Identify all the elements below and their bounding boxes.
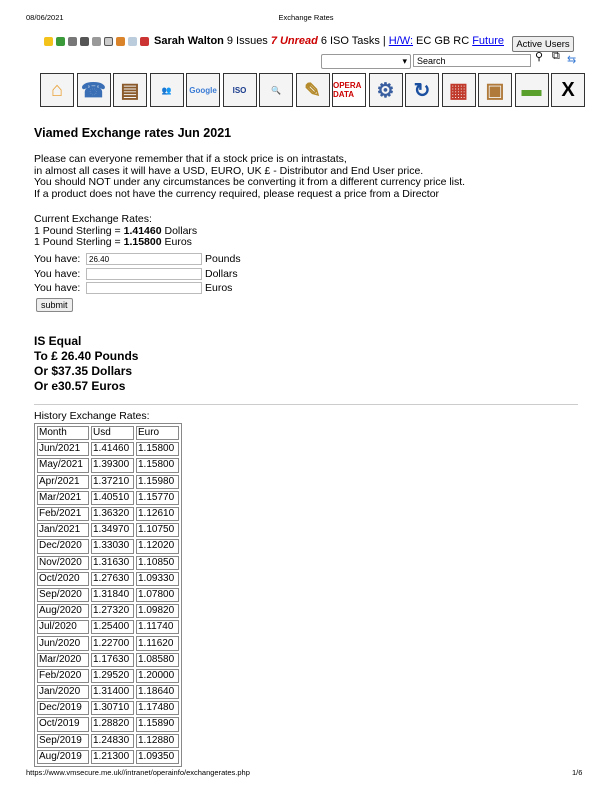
table-cell: 1.11620 [136,636,179,650]
notice-line: If a product does not have the currency required, please request a price from a Director [34,187,440,200]
table-cell: Apr/2021 [37,475,89,489]
dollars-input[interactable] [86,268,202,280]
chevron-down-icon: ▾ [402,56,407,66]
print-title: Exchange Rates [278,13,334,22]
table-cell: Feb/2021 [37,507,89,521]
box-icon[interactable]: ▣ [478,73,512,107]
page-title: Viamed Exchange rates Jun 2021 [34,126,232,140]
search-icon[interactable]: ⚲ [535,51,544,63]
table-cell: 1.31400 [91,685,134,699]
unit-label: Pounds [205,253,241,265]
table-cell: 1.15800 [136,442,179,456]
submit-button[interactable]: submit [36,298,73,312]
table-cell: 1.33030 [91,539,134,553]
star-icon[interactable] [44,37,53,46]
table-cell: Aug/2019 [37,750,89,764]
table-cell: 1.31630 [91,556,134,570]
globe-icon[interactable] [56,37,65,46]
rate-prefix: 1 Pound Sterling = [34,236,124,248]
pen-icon[interactable]: ✎ [296,73,330,107]
table-cell: 1.30710 [91,701,134,715]
phone-icon[interactable]: ☎ [77,73,111,107]
table-cell: 1.09820 [136,604,179,618]
home-icon[interactable]: ⌂ [40,73,74,107]
table-row [37,653,179,667]
gears-icon[interactable]: ⚙ [369,73,403,107]
table-cell: 1.11740 [136,620,179,634]
column-header: Month [37,426,89,440]
history-heading: History Exchange Rates: [34,410,150,422]
table-cell: 1.37210 [91,475,134,489]
table-row [37,539,179,553]
table-cell: 1.10750 [136,523,179,537]
unit-label: Dollars [205,267,238,280]
rate-suffix: Dollars [161,224,198,237]
table-row [37,507,179,521]
table-row [37,604,179,618]
you-have-label: You have: [34,282,81,294]
external-link-icon[interactable]: ⧉ [552,50,560,62]
table-cell: 1.40510 [91,491,134,505]
table-cell: Nov/2020 [37,556,89,570]
result-line: Or e30.57 Euros [34,379,126,393]
notice-line: in almost all cases it will have a USD, EURO, UK £ - Distributor and End User price. [34,164,424,177]
table-cell: Dec/2019 [37,701,89,715]
converter-form [34,252,241,312]
table-cell: Dec/2020 [37,539,89,553]
table-row [37,620,179,634]
nav-select[interactable] [321,54,411,69]
users-icon[interactable]: 👥 [150,73,184,107]
status-bar [44,33,504,49]
separator: | [382,35,386,47]
table-row [37,669,179,683]
table-cell: 1.12020 [136,539,179,553]
notice-text [34,154,465,200]
table-cell: Feb/2020 [37,669,89,683]
table-row [37,458,179,472]
table-cell: 1.17630 [91,653,134,667]
table-cell: Sep/2019 [37,734,89,748]
table-row [37,717,179,731]
network-icon[interactable] [80,37,89,46]
opera-data-icon[interactable]: OPERA DATA [332,73,366,107]
you-have-label: You have: [34,267,81,280]
signal-icon[interactable] [128,37,137,46]
unread-label[interactable]: Unread [279,35,318,47]
table-cell: Aug/2020 [37,604,89,618]
table-cell: 1.09350 [136,750,179,764]
table-cell: 1.25400 [91,620,134,634]
rate-suffix: Euros [161,236,192,248]
table-row [37,734,179,748]
send-icon[interactable] [68,37,77,46]
iso-icon[interactable]: ISO [223,73,257,107]
print-date: 08/06/2021 [26,13,64,22]
column-header: Usd [91,426,134,440]
table-row [37,442,179,456]
table-cell: May/2021 [37,458,89,472]
table-cell: 1.10850 [136,556,179,570]
table-cell: Mar/2020 [37,653,89,667]
search-input[interactable]: Search [413,54,531,67]
future-link[interactable]: Future [472,35,504,47]
table-cell: Jul/2020 [37,620,89,634]
rate-prefix: 1 Pound Sterling = [34,224,124,237]
euros-input[interactable] [86,282,202,294]
exit-icon[interactable]: X [551,73,585,107]
table-cell: 1.39300 [91,458,134,472]
table-cell: 1.18640 [136,685,179,699]
result-line: Or $37.35 Dollars [34,364,133,378]
table-cell: Jan/2021 [37,523,89,537]
table-cell: 1.12610 [136,507,179,521]
table-cell: 1.28820 [91,717,134,731]
table-cell: Oct/2019 [37,717,89,731]
document-icon[interactable] [104,37,113,46]
table-row [37,701,179,715]
table-cell: 1.21300 [91,750,134,764]
table-cell: 1.17480 [136,701,179,715]
table-row [37,556,179,570]
table-cell: 1.20000 [136,669,179,683]
current-rates [34,214,197,249]
table-row [37,572,179,586]
notice-line: Please can everyone remember that if a stock price is on intrastats, [34,153,347,165]
checkbox-icon[interactable] [92,37,101,46]
chart-icon[interactable]: ▦ [442,73,476,107]
print-url: https://www.vmsecure.me.uk//intranet/operainfo/exchangerates.php [26,768,250,777]
table-cell: 1.12880 [136,734,179,748]
table-cell: 1.22700 [91,636,134,650]
issues-label[interactable]: Issues [236,35,268,47]
unit-label: Euros [205,282,233,294]
pounds-input[interactable]: 26.40 [86,253,202,265]
table-cell: Jan/2020 [37,685,89,699]
table-cell: 1.15770 [136,491,179,505]
table-cell: 1.31840 [91,588,134,602]
issues-count[interactable]: 9 [226,35,234,47]
palette-icon[interactable] [116,37,125,46]
divider [34,404,578,405]
table-cell: 1.08580 [136,653,179,667]
table-cell: Jun/2021 [37,442,89,456]
table-cell: 1.15890 [136,717,179,731]
table-cell: 1.41460 [91,442,134,456]
table-row [37,491,179,505]
table-cell: 1.36320 [91,507,134,521]
icon-toolbar [40,73,588,107]
google-icon[interactable]: Google [186,73,220,107]
table-cell: 1.27630 [91,572,134,586]
table-cell: Jun/2020 [37,636,89,650]
transfer-icon[interactable]: ⇆ [567,54,577,66]
current-rates-heading: Current Exchange Rates: [34,213,152,225]
euro-rate: 1.15800 [123,236,162,248]
iso-count[interactable]: 6 [320,35,327,47]
table-cell: 1.29520 [91,669,134,683]
table-cell: 1.15800 [136,458,179,472]
table-cell: 1.24830 [91,734,134,748]
table-cell: Oct/2020 [37,572,89,586]
column-header: Euro [136,426,179,440]
history-table [34,423,182,767]
table-row [37,750,179,764]
note-icon[interactable] [140,37,149,46]
usd-rate: 1.41460 [123,224,162,237]
user-name: Sarah Walton [154,35,224,47]
table-row [37,636,179,650]
you-have-label: You have: [34,253,81,265]
unread-count[interactable]: 7 [270,35,277,47]
book-icon[interactable]: ▬ [515,73,549,107]
table-row [37,523,179,537]
hw-text: EC GB RC [416,35,470,47]
result-line: To £ 26.40 Pounds [34,349,139,363]
magnifier-icon[interactable]: 🔍 [259,73,293,107]
conversion-result [34,334,138,394]
cash-register-icon[interactable]: ▤ [113,73,147,107]
print-page: 1/6 [572,768,583,777]
notice-line: You should NOT under any circumstances be converting it from a different currency price list. [34,176,466,188]
hw-link[interactable]: H/W: [388,35,414,47]
table-header-row [37,426,179,440]
table-cell: Sep/2020 [37,588,89,602]
result-line: IS Equal [34,334,82,348]
refresh-icon[interactable]: ↻ [405,73,439,107]
iso-tasks-label[interactable]: ISO Tasks [329,35,380,47]
table-cell: Mar/2021 [37,491,89,505]
table-cell: 1.07800 [136,588,179,602]
active-users-button[interactable]: Active Users [512,36,574,52]
table-cell: 1.09330 [136,572,179,586]
table-row [37,588,179,602]
table-cell: 1.15980 [136,475,179,489]
table-cell: 1.27320 [91,604,134,618]
table-cell: 1.34970 [91,523,134,537]
table-row [37,475,179,489]
table-row [37,685,179,699]
